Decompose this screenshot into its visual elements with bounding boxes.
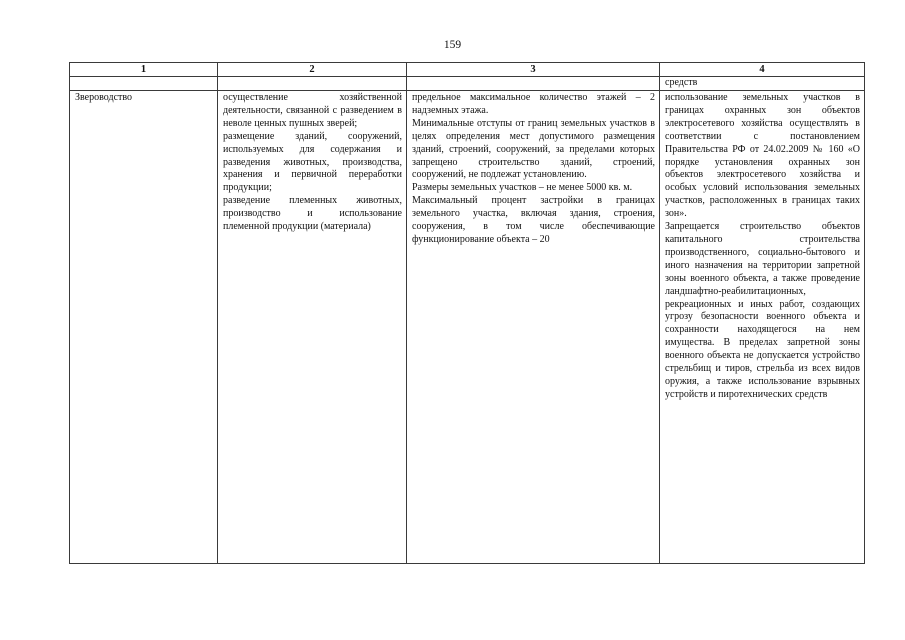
continuation-cell-2	[218, 77, 407, 91]
column-header-4: 4	[660, 63, 865, 77]
column-header-3: 3	[407, 63, 660, 77]
restrictions-cell	[660, 91, 865, 564]
table-row	[70, 91, 865, 564]
parameter-paragraph: Размеры земельных участков – не менее 5000 кв. м.	[412, 182, 633, 194]
parameter-paragraph: Минимальные отступы от границ земельных участков в целях определения мест допустимого размещения зданий, строений, сооружений, за пределами которых запрещено строительство зданий, строений, сооружений, не подлежат установлению.	[412, 117, 655, 181]
regulations-table	[69, 62, 865, 564]
continuation-cell-3	[407, 77, 660, 91]
activity-paragraph: разведение племенных животных, производство и использование племенной продукции (материала)	[223, 195, 402, 233]
land-use-type-cell: Звероводство	[70, 91, 218, 564]
activity-paragraph: размещение зданий, сооружений, используемых для содержания и разведения животных, производства, хранения и первичной переработки продукции;	[223, 130, 402, 194]
continuation-cell-1	[70, 77, 218, 91]
building-parameters-cell	[407, 91, 660, 564]
column-header-1: 1	[70, 63, 218, 77]
restriction-paragraph: использование земельных участков в границах охранных зон объектов электросетевого хозяйства осуществлять в соответствии с постановлением Правительства РФ от 24.02.2009 № 160 «О порядке установления охранных зон объектов электросетевого хозяйства и особых условий использования земельных участков, расположенных в границах таких зон».	[665, 92, 860, 220]
parameter-paragraph: Максимальный процент застройки в границах земельного участка, включая здания, строения, сооружения, в том числе обеспечивающие функционирование объекта – 20	[412, 195, 655, 245]
restriction-paragraph: Запрещается строительство объектов капитального строительства производственного, социально-бытового и иного назначения на территории запретной зоны военного объекта, а также проведение ландшафтно-реабилитационных, рекреационных и иных работ, создающих угрозу безопасности военного объекта и сохранности находящегося на нем имущества. В пределах запретной зоны военного объекта не допускается устройство стрельбищ и тиров, стрельба из всех видов оружия, а также использование взрывных устройств и пиротехнических средств	[665, 221, 860, 400]
continuation-cell-4: средств	[660, 77, 865, 91]
permitted-activities-cell	[218, 91, 407, 564]
activity-paragraph: осуществление хозяйственной деятельности, связанной с разведением в неволе ценных пушных зверей;	[223, 92, 402, 129]
column-header-2: 2	[218, 63, 407, 77]
page-number: 159	[443, 39, 462, 51]
header-row	[70, 63, 865, 77]
parameter-paragraph: предельное максимальное количество этажей – 2 надземных этажа.	[412, 92, 655, 116]
continuation-row	[70, 77, 865, 91]
